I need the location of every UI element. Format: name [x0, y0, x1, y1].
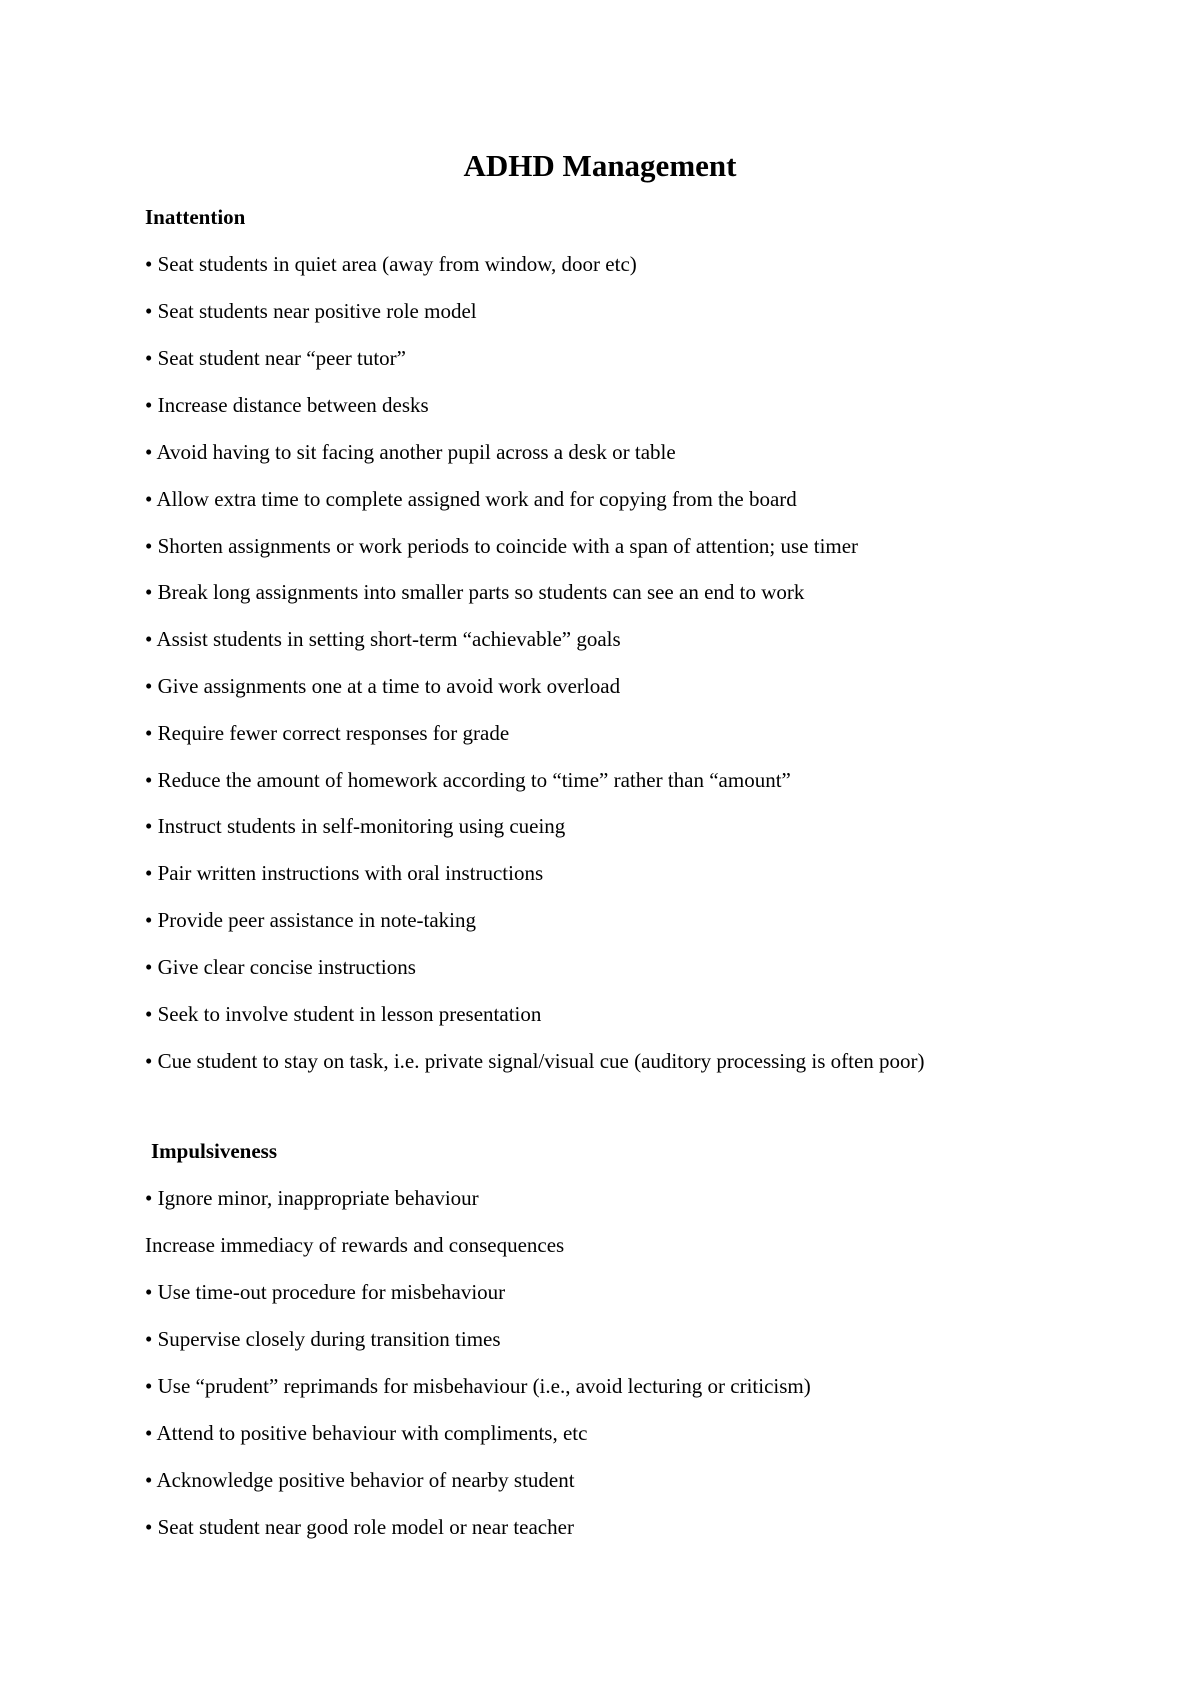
- list-item: • Shorten assignments or work periods to coincide with a span of attention; use timer: [145, 534, 859, 558]
- list-item: • Use time-out procedure for misbehaviour: [145, 1280, 506, 1304]
- list-item: • Seat student near “peer tutor”: [145, 346, 406, 370]
- list-item: Increase immediacy of rewards and consequences: [145, 1233, 565, 1257]
- list-item: • Give clear concise instructions: [145, 955, 416, 979]
- list-item: • Seat students near positive role model: [145, 299, 477, 323]
- list-item: • Ignore minor, inappropriate behaviour: [145, 1186, 479, 1210]
- section-heading-inattention: Inattention: [145, 205, 246, 229]
- list-item: • Instruct students in self-monitoring using cueing: [145, 814, 566, 838]
- list-item: • Acknowledge positive behavior of nearby student: [145, 1468, 575, 1492]
- list-item: • Assist students in setting short-term “achievable” goals: [145, 627, 621, 651]
- list-item: • Seat students in quiet area (away from window, door etc): [145, 252, 637, 276]
- section-heading-impulsiveness: Impulsiveness: [151, 1139, 278, 1163]
- list-item: • Pair written instructions with oral instructions: [145, 861, 544, 885]
- page-title: ADHD Management: [463, 148, 737, 183]
- list-item: • Avoid having to sit facing another pupil across a desk or table: [145, 440, 676, 464]
- list-item: • Break long assignments into smaller parts so students can see an end to work: [145, 580, 805, 604]
- list-item: • Cue student to stay on task, i.e. private signal/visual cue (auditory processing is often poor): [145, 1049, 925, 1073]
- list-item: • Allow extra time to complete assigned work and for copying from the board: [145, 487, 797, 511]
- list-item: • Provide peer assistance in note-taking: [145, 908, 477, 932]
- list-item: • Supervise closely during transition times: [145, 1327, 501, 1351]
- list-item: • Require fewer correct responses for grade: [145, 721, 510, 745]
- list-item: • Use “prudent” reprimands for misbehaviour (i.e., avoid lecturing or criticism): [145, 1374, 811, 1398]
- list-item: • Reduce the amount of homework according to “time” rather than “amount”: [145, 768, 791, 792]
- list-item: • Increase distance between desks: [145, 393, 429, 417]
- list-item: • Attend to positive behaviour with compliments, etc: [145, 1421, 588, 1445]
- list-item: • Give assignments one at a time to avoid work overload: [145, 674, 621, 698]
- list-item: • Seat student near good role model or near teacher: [145, 1515, 574, 1539]
- list-item: • Seek to involve student in lesson presentation: [145, 1002, 542, 1026]
